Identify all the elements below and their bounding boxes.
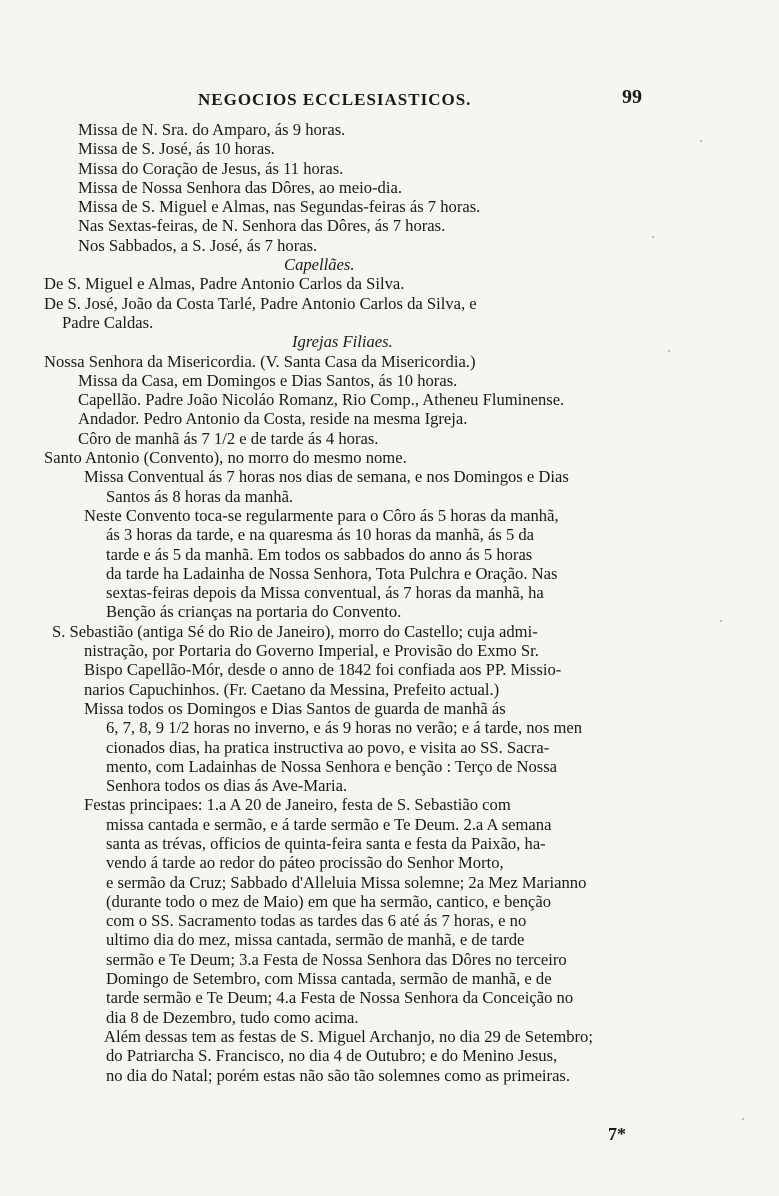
text-line: mento, com Ladainhas de Nossa Senhora e benção : Terço de Nossa	[106, 756, 558, 776]
section-heading: Igrejas Filiaes.	[292, 332, 393, 352]
text-line: Missa da Casa, em Domingos e Dias Santos, ás 10 horas.	[78, 370, 458, 390]
text-line: ás 3 horas da tarde, e na quaresma ás 10 horas da manhã, ás 5 da	[106, 525, 535, 545]
text-line: Nos Sabbados, a S. José, ás 7 horas.	[78, 235, 318, 255]
text-line: Festas principaes: 1.a A 20 de Janeiro, festa de S. Sebastião com	[84, 795, 511, 815]
text-line: S. Sebastião (antiga Sé do Rio de Janeiro), morro do Castello; cuja admi-	[52, 621, 538, 641]
text-line: Nossa Senhora da Misericordia. (V. Santa Casa da Misericordia.)	[44, 351, 476, 371]
text-line: santa as trévas, officios de quinta-feira santa e festa da Paixão, ha-	[106, 833, 546, 853]
text-line: sermão e Te Deum; 3.a Festa de Nossa Senhora das Dôres no terceiro	[106, 949, 567, 969]
text-line: do Patriarcha S. Francisco, no dia 4 de Outubro; e do Menino Jesus,	[106, 1046, 558, 1066]
section-heading: Capellães.	[284, 255, 355, 275]
text-line: da tarde ha Ladainha de Nossa Senhora, Tota Pulchra e Oração. Nas	[106, 563, 558, 583]
page-number: 99	[622, 86, 642, 108]
text-line: vendo á tarde ao redor do páteo procissão do Senhor Morto,	[106, 853, 504, 873]
text-line: narios Capuchinhos. (Fr. Caetano da Messina, Prefeito actual.)	[84, 679, 500, 699]
paper-speck	[652, 236, 654, 238]
text-line: Missa todos os Domingos e Dias Santos de guarda de manhã ás	[84, 698, 506, 718]
text-line: (durante todo o mez de Maio) em que ha sermão, cantico, e benção	[106, 891, 552, 911]
text-line: Missa Conventual ás 7 horas nos dias de semana, e nos Domingos e Dias	[84, 467, 569, 487]
text-line: Missa de S. Miguel e Almas, nas Segundas-feiras ás 7 horas.	[78, 197, 481, 217]
paper-speck	[720, 620, 722, 622]
paper-speck	[668, 350, 670, 352]
text-line: De S. Miguel e Almas, Padre Antonio Carlos da Silva.	[44, 274, 405, 294]
text-line: Santos ás 8 horas da manhã.	[106, 486, 294, 506]
text-line: ultimo dia do mez, missa cantada, sermão de manhã, e de tarde	[106, 930, 525, 950]
text-line: Missa de S. José, ás 10 horas.	[78, 139, 275, 159]
text-line: Senhora todos os dias ás Ave-Maria.	[106, 776, 348, 796]
text-line: Padre Caldas.	[62, 312, 154, 332]
text-line: Além dessas tem as festas de S. Miguel Archanjo, no dia 29 de Setembro;	[104, 1026, 593, 1046]
text-line: nistração, por Portaria do Governo Imperial, e Provisão do Exmo Sr.	[84, 641, 539, 661]
text-line: Bispo Capellão-Mór, desde o anno de 1842 foi confiada aos PP. Missio-	[84, 660, 562, 680]
text-line: Missa de Nossa Senhora das Dôres, ao meio-dia.	[78, 177, 402, 197]
text-line: Missa do Coração de Jesus, ás 11 horas.	[78, 158, 344, 178]
body-text	[44, 120, 694, 1085]
text-line: Andador. Pedro Antonio da Costa, reside na mesma Igreja.	[78, 409, 468, 429]
text-line: missa cantada e sermão, e á tarde sermão e Te Deum. 2.a A semana	[106, 814, 552, 834]
text-line: e sermão da Cruz; Sabbado d'Alleluia Missa solemne; 2a Mez Marianno	[106, 872, 587, 892]
text-line: Côro de manhã ás 7 1/2 e de tarde ás 4 horas.	[78, 428, 379, 448]
text-line: Santo Antonio (Convento), no morro do mesmo nome.	[44, 448, 407, 468]
page-header	[0, 86, 779, 116]
text-line: dia 8 de Dezembro, tudo como acima.	[106, 1007, 359, 1027]
text-line: cionados dias, ha pratica instructiva ao povo, e visita ao SS. Sacra-	[106, 737, 550, 757]
text-line: Capellão. Padre João Nicoláo Romanz, Rio Comp., Atheneu Fluminense.	[78, 390, 565, 410]
text-line: 6, 7, 8, 9 1/2 horas no inverno, e ás 9 horas no verão; e á tarde, nos men	[106, 718, 583, 738]
text-line: sextas-feiras depois da Missa conventual, ás 7 horas da manhã, ha	[106, 583, 544, 603]
text-line: Missa de N. Sra. do Amparo, ás 9 horas.	[78, 120, 346, 139]
paper-speck	[700, 140, 702, 142]
text-line: Benção ás crianças na portaria do Convento.	[106, 602, 402, 622]
text-line: tarde e ás 5 da manhã. Em todos os sabbados do anno ás 5 horas	[106, 544, 533, 564]
text-line: no dia do Natal; porém estas não são tão solemnes como as primeiras.	[106, 1065, 571, 1085]
text-line: tarde sermão e Te Deum; 4.a Festa de Nossa Senhora da Conceição no	[106, 988, 574, 1008]
text-line: De S. José, João da Costa Tarlé, Padre Antonio Carlos da Silva, e	[44, 293, 477, 313]
text-line: com o SS. Sacramento todas as tardes das 6 até ás 7 horas, e no	[106, 911, 527, 931]
signature-mark: 7*	[608, 1124, 626, 1144]
paper-speck	[742, 1118, 744, 1120]
text-line: Nas Sextas-feiras, de N. Senhora das Dôres, ás 7 horas.	[78, 216, 446, 236]
text-line: Domingo de Setembro, com Missa cantada, sermão de manhã, e de	[106, 969, 552, 989]
running-head: NEGOCIOS ECCLESIASTICOS.	[198, 90, 472, 109]
text-line: Neste Convento toca-se regularmente para o Côro ás 5 horas da manhã,	[84, 505, 559, 525]
